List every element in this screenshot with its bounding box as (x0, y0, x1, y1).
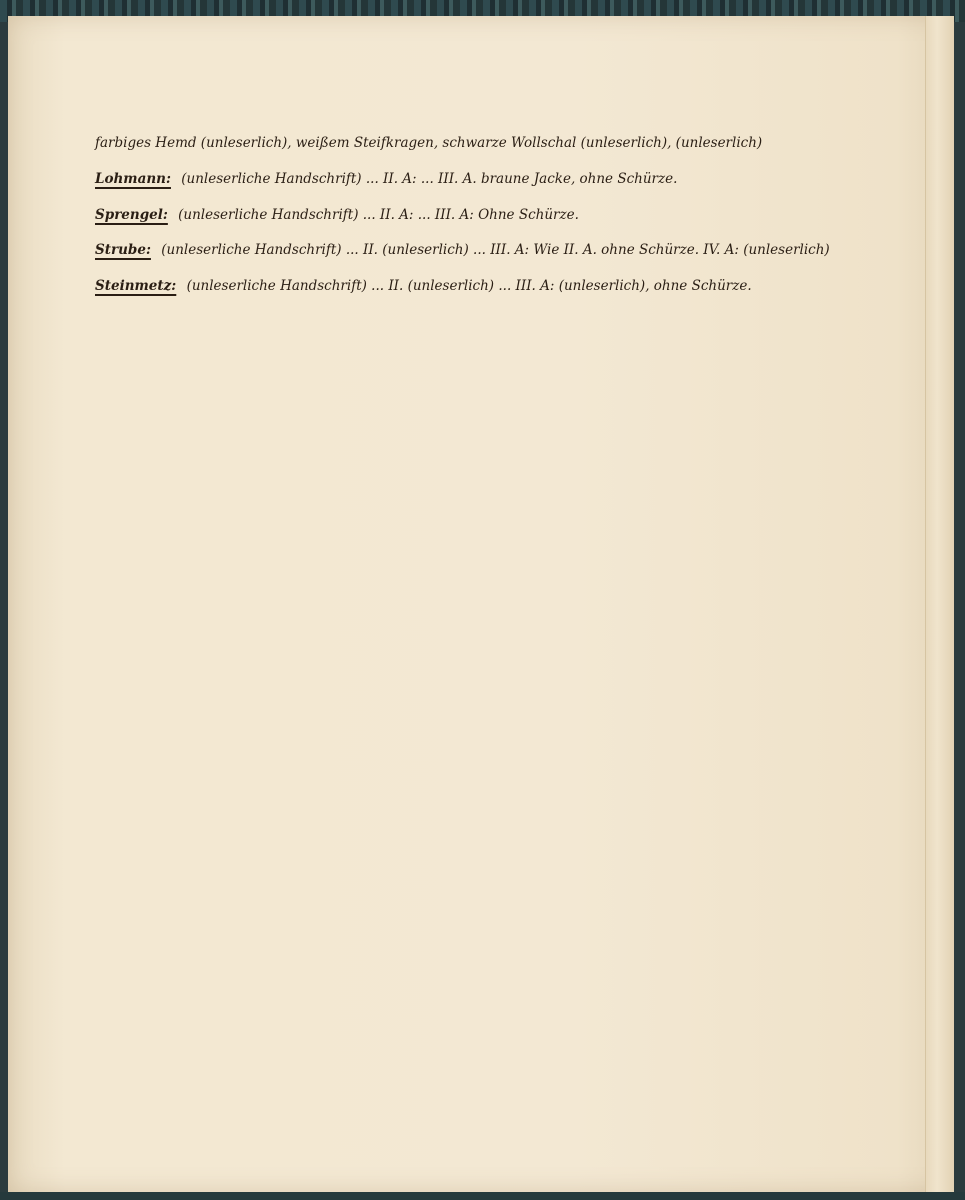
book-binding-bottom (0, 1192, 965, 1200)
entry-continuation (95, 126, 875, 162)
entry-name: Sprengel: (95, 206, 168, 223)
entry-name: Lohmann: (95, 170, 171, 187)
entry-steinmetz (95, 269, 875, 305)
entry-name: Strube: (95, 242, 151, 259)
page-edge (925, 16, 954, 1192)
entry-text: (unleserliche Handschrift) ... II. A: ... III. A. braune Jacke, ohne Schürze. (181, 170, 678, 187)
entry-text: (unleserliche Handschrift) ... II. (unleserlich) ... III. A: (unleserlich), ohne Schürze. (186, 278, 752, 295)
entry-text: farbiges Hemd (unleserlich), weißem Steifkragen, schwarze Wollschal (unleserlich), (unleserlich) (95, 135, 763, 151)
manuscript-text (95, 126, 875, 305)
entry-lohmann (95, 162, 875, 198)
entry-name: Steinmetz: (95, 278, 177, 295)
entry-text: (unleserliche Handschrift) ... II. A: ... III. A: Ohne Schürze. (178, 206, 579, 223)
entry-strube (95, 233, 875, 269)
entry-sprengel (95, 198, 875, 234)
entry-text: (unleserliche Handschrift) ... II. (unleserlich) ... III. A: Wie II. A. ohne Schürze. IV. A: (unleserlich) (161, 242, 830, 259)
